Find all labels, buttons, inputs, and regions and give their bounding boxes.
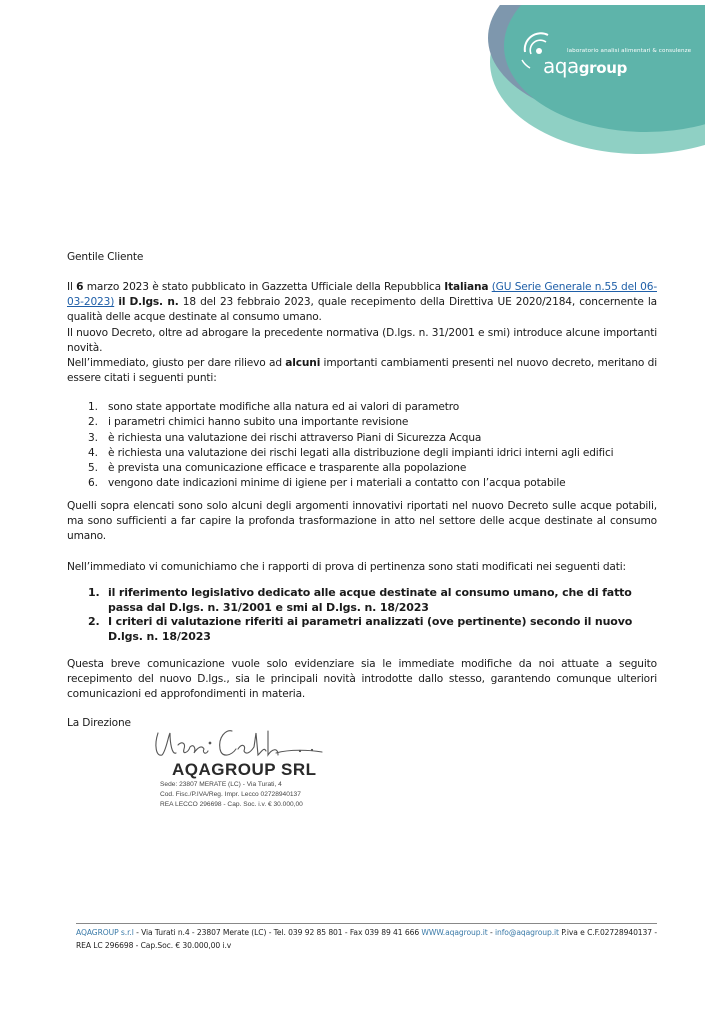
footer-email-link[interactable]: info@aqagroup.it bbox=[494, 928, 559, 937]
list-item bbox=[88, 586, 678, 615]
list-item bbox=[88, 476, 678, 491]
footer-tax-info: P.iva e C.F.02728940137 - REA LC 296698 - Cap.Soc. € 30.000,00 i.v bbox=[76, 928, 657, 950]
footer-company: AQAGROUP s.r.l bbox=[76, 928, 134, 937]
reports-intro: Nell’immediato vi comunichiamo che i rapporti di prova di pertinenza sono stati modificati nei seguenti dati: bbox=[67, 561, 626, 573]
intro-text: 18 del 23 febbraio 2023, quale recepimento della Direttiva UE 2020/2184, concernente la qualità delle acque destinate al consumo umano. bbox=[67, 296, 658, 324]
intro-text: marzo 2023 è stato pubblicato in Gazzetta Ufficiale della Repubblica bbox=[83, 281, 445, 293]
footer-website-link[interactable]: WWW.aqagroup.it bbox=[421, 928, 488, 937]
list-item bbox=[88, 461, 678, 476]
list-item-number: 4. bbox=[88, 446, 98, 459]
changes-list bbox=[88, 586, 678, 644]
stamp-line: Sede: 23807 MERATE (LC) - Via Turati, 4 bbox=[160, 781, 282, 788]
footer bbox=[76, 926, 657, 952]
list-item-number: 2. bbox=[88, 615, 100, 628]
logo-wordmark-light: aqa bbox=[543, 54, 579, 78]
intro-il: il bbox=[118, 296, 126, 309]
list-item-number: 6. bbox=[88, 477, 98, 490]
intro-text: Il bbox=[67, 281, 77, 293]
letterhead bbox=[0, 0, 724, 160]
immediate-text: importanti cambiamenti presenti nel nuovo decreto, meritano di essere citati i seguenti punti: bbox=[67, 357, 658, 385]
stamp-title: AQAGROUP SRL bbox=[172, 760, 317, 779]
list-item-number: 5. bbox=[88, 462, 98, 475]
list-item bbox=[88, 615, 678, 644]
sign-off: La Direzione bbox=[67, 717, 131, 729]
list-item-text: I criteri di valutazione riferiti ai parametri analizzati (ove pertinente) secondo il nuovo bbox=[108, 615, 633, 628]
handwritten-signature bbox=[150, 725, 340, 765]
list-item-text: i parametri chimici hanno subito una importante revisione bbox=[108, 416, 409, 429]
list-item-text: è richiesta una valutazione dei rischi legati alla distribuzione degli impianti idrici interni agli edifici bbox=[108, 446, 614, 459]
decree-intro-paragraph: Il nuovo Decreto, oltre ad abrogare la precedente normativa (D.lgs. n. 31/2001 e smi) introduce alcune importanti novità. bbox=[67, 327, 657, 355]
list-item-text: passa dal D.lgs. n. 31/2001 e smi al D.lgs. n. 18/2023 bbox=[108, 600, 429, 614]
immediate-paragraph bbox=[67, 356, 657, 386]
list-item bbox=[88, 431, 678, 446]
list-item-text: D.lgs. n. 18/2023 bbox=[108, 629, 211, 643]
list-item-text: vengono date indicazioni minime di igiene per i materiali a contatto con l’acqua potabile bbox=[108, 477, 566, 490]
logo-tagline: laboratorio analisi alimentari & consulenze bbox=[567, 48, 692, 54]
closing-paragraph: Questa breve comunicazione vuole solo evidenziare sia le immediate modifiche da noi attuate a seguito recepimento del nuovo D.lgs., sia le principali novità introdotte dallo stesso, garantendo comunque ulteriori comunicazioni ed approfondimenti in materia. bbox=[67, 658, 657, 701]
intro-paragraph bbox=[67, 280, 657, 326]
intro-date-day: 6 bbox=[76, 281, 84, 293]
footer-divider bbox=[76, 923, 657, 924]
intro-dlgs: D.lgs. n. bbox=[129, 296, 179, 309]
summary-paragraph: Quelli sopra elencati sono solo alcuni degli argomenti innovativi riportati nel nuovo Decreto sulle acque potabili, ma sono sufficienti a far capire la profonda trasformazione in atto nel settore delle acque destinate al consumo umano. bbox=[67, 500, 657, 543]
letterhead-shape bbox=[0, 0, 724, 160]
immediate-bold: alcuni bbox=[285, 357, 321, 369]
list-item-text: è richiesta una valutazione dei rischi attraverso Piani di Sicurezza Acqua bbox=[108, 431, 482, 444]
stamp-line: Cod. Fisc./P.IVA/Reg. Impr. Lecco 02728940137 bbox=[160, 791, 301, 798]
logo-wordmark bbox=[543, 56, 627, 76]
list-item bbox=[88, 400, 678, 415]
list-item bbox=[88, 446, 678, 461]
list-item-number: 3. bbox=[88, 431, 98, 444]
immediate-text: Nell’immediato, giusto per dare rilievo ad bbox=[67, 357, 286, 369]
list-item-text: sono state apportate modifiche alla natura ed ai valori di parametro bbox=[108, 401, 460, 413]
logo-wordmark-bold: group bbox=[578, 59, 628, 77]
intro-italiana: Italiana bbox=[444, 281, 489, 293]
footer-separator: - bbox=[487, 928, 495, 937]
list-item-number: 1. bbox=[88, 401, 98, 413]
company-stamp bbox=[160, 760, 317, 810]
stamp-line: REA LECCO 296698 - Cap. Soc. i.v. € 30.000,00 bbox=[160, 801, 303, 808]
list-item bbox=[88, 415, 678, 430]
points-list bbox=[88, 400, 678, 492]
greeting: Gentile Cliente bbox=[67, 251, 144, 263]
list-item-number: 2. bbox=[88, 416, 98, 429]
list-item-number: 1. bbox=[88, 586, 100, 599]
list-item-text: il riferimento legislativo dedicato alle acque destinate al consumo umano, che di fatto bbox=[108, 586, 632, 599]
gazzetta-link[interactable]: (GU Serie Generale n.55 del 06-03-2023) bbox=[67, 281, 657, 309]
list-item-text: è prevista una comunicazione efficace e trasparente alla popolazione bbox=[108, 462, 467, 475]
footer-address: - Via Turati n.4 - 23807 Merate (LC) - Tel. 039 92 85 801 - Fax 039 89 41 666 bbox=[133, 928, 422, 937]
